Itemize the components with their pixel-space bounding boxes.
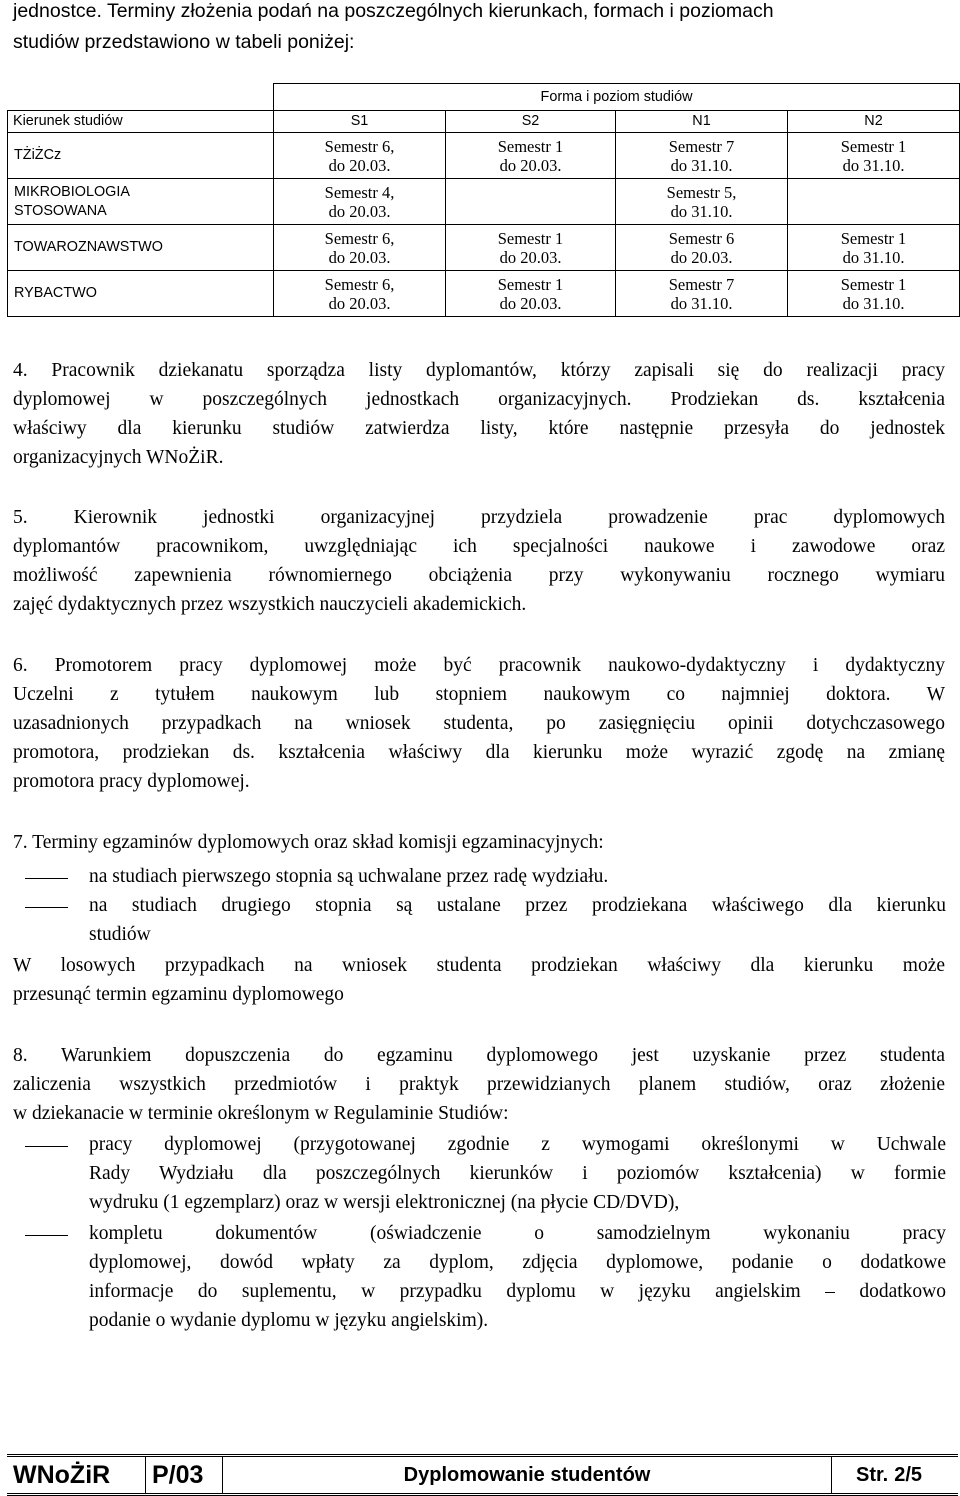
table-row bbox=[8, 271, 960, 317]
table-cell: Semestr 1 do 20.03. bbox=[446, 225, 616, 271]
table-cell: Semestr 6, do 20.03. bbox=[274, 225, 446, 271]
paragraph-8-heading: 8. Warunkiem dopuszczenia do egzaminu dyplomowego jest uzyskanie przez studenta zaliczenia wszystkich przedmiotów i praktyk przewidzianych planem studiów, oraz złożenie w dziekanacie w terminie określonym w Regulaminie Studiów: bbox=[13, 1045, 945, 1124]
kierunek-cell: RYBACTWO bbox=[8, 271, 274, 317]
footer-page-value: 2/5 bbox=[894, 1463, 923, 1486]
table-cell: Semestr 1 do 31.10. bbox=[788, 133, 960, 179]
forma-header: Forma i poziom studiów bbox=[274, 84, 960, 111]
paragraph-7-heading: 7. Terminy egzaminów dyplomowych oraz skład komisji egzaminacyjnych: bbox=[13, 832, 604, 853]
paragraph-4: 4. Pracownik dziekanatu sporządza listy dyplomantów, którzy zapisali się do realizacji pracy dyplomowej w poszczególnych jednostkach organizacyjnych. Prodziekan ds. kształcenia właściwy dla kierunku studiów zatwierdza listy, które następnie przesyła do jednostek organizacyjnych WNoŻiR. bbox=[13, 360, 945, 468]
footer-page-number bbox=[832, 1457, 958, 1493]
dash-bullet bbox=[25, 878, 68, 879]
table-cell: Semestr 7 do 31.10. bbox=[616, 271, 788, 317]
table-cell: Semestr 1 do 20.03. bbox=[446, 271, 616, 317]
column-header-n1: N1 bbox=[616, 111, 788, 133]
table-row bbox=[8, 133, 960, 179]
page-footer bbox=[7, 1454, 958, 1496]
table-cell bbox=[446, 179, 616, 225]
table-cell: Semestr 1 do 20.03. bbox=[446, 133, 616, 179]
table-cell: Semestr 6 do 20.03. bbox=[616, 225, 788, 271]
column-header-s1: S1 bbox=[274, 111, 446, 133]
footer-page-label: Str. bbox=[856, 1463, 889, 1486]
table-cell: Semestr 1 do 31.10. bbox=[788, 271, 960, 317]
table-cell: Semestr 1 do 31.10. bbox=[788, 225, 960, 271]
deadlines-table bbox=[7, 83, 960, 317]
empty-corner bbox=[8, 84, 274, 111]
table-cell: Semestr 4, do 20.03. bbox=[274, 179, 446, 225]
dash-bullet bbox=[25, 1146, 68, 1147]
table-cell: Semestr 5, do 31.10. bbox=[616, 179, 788, 225]
footer-title: Dyplomowanie studentów bbox=[223, 1457, 832, 1493]
table-row bbox=[8, 225, 960, 271]
kierunek-header: Kierunek studiów bbox=[8, 111, 274, 133]
paragraph-6: 6. Promotorem pracy dyplomowej może być pracownik naukowo-dydaktyczny i dydaktyczny Uczelni z tytułem naukowym lub stopniem naukowym co najmniej doktora. W uzasadnionych przypadkach na wniosek studenta, po zasięgnięciu opinii dotychczasowego promotora, prodziekan ds. kształcenia właściwy dla kierunku może wyrazić zgodę na zmianę promotora pracy dyplomowej. bbox=[13, 655, 945, 792]
intro-line: studiów przedstawiono w tabeli poniżej: bbox=[13, 31, 355, 53]
intro-paragraph bbox=[13, 0, 948, 58]
table-cell bbox=[788, 179, 960, 225]
intro-line: jednostce. Terminy złożenia podań na poszczególnych kierunkach, formach i poziomach bbox=[13, 0, 774, 22]
table-cell: Semestr 6, do 20.03. bbox=[274, 271, 446, 317]
dash-bullet bbox=[25, 1235, 68, 1236]
paragraph-5: 5. Kierownik jednostki organizacyjnej przydziela prowadzenie prac dyplomowych dyplomantów pracownikom, uwzględniając ich specjalności naukowe i zawodowe oraz możliwość zapewnienia równomiernego obciążenia przy wykonywaniu rocznego wymiaru zajęć dydaktycznych przez wszystkich nauczycieli akademickich. bbox=[13, 507, 945, 615]
footer-org: WNoŻiR bbox=[7, 1457, 146, 1493]
document-page: jednostce. Terminy złożenia podań na poszczególnych kierunkach, formach i poziomach studiów przedstawiono w tabeli poniżej: Forma i poziom studiów Kierunek studiów S1 S2 N1 N2 TŻiŻCz Semestr 6, do 20.03. Semestr 1 do 20.03. Semestr 7 do 31.10. Semestr 1 do 31.10. MIKROBIOLOGIA STOSOWANA Semestr 4, do 20.03. Semestr 5, do 31.10. TOWAROZNAWSTWO Semestr 6, do 20.03. Semestr 1 do 20.03. Semestr 6 do 20.03. Semestr 1 do 31.10. RYBACTWO Semestr 6, do 20.03. Semestr 1 do 20.03. Semestr 7 do 31.10. Semestr 1 do 31.10. 4. Pracownik dziekanatu sporządza listy dyplomantów, którzy zapisali się do realizacji pracy dyplomowej w poszczególnych jednostkach organizacyjnych. Prodziekan ds. kształcenia właściwy dla kierunku studiów zatwierdza listy, które następnie przesyła do jednostek organizacyjnych WNoŻiR. 5. Kierownik jednostki organizacyjnej przydziela prowadzenie prac dyplomowych dyplomantów pracownikom, uwzględniając ich specjalności naukowe i zawodowe oraz możliwość zapewnienia równomiernego obciążenia przy wykonywaniu rocznego wymiaru zajęć dydaktycznych przez wszystkich nauczycieli akademickich. 6. Promotorem pracy dyplomowej może być pracownik naukowo-dydaktyczny i dydaktyczny Uczelni z tytułem naukowym lub stopniem naukowym co najmniej doktora. W uzasadnionych przypadkach na wniosek studenta, po zasięgnięciu opinii dotychczasowego promotora, prodziekan ds. kształcenia właściwy dla kierunku może wyrazić zgodę na zmianę promotora pracy dyplomowej. 7. Terminy egzaminów dyplomowych oraz skład komisji egzaminacyjnych: na studiach pierwszego stopnia są uchwalane przez radę wydziału. na studiach drugiego stopnia są ustalane przez prodziekana właściwego dla kierunku studiów W losowych przypadkach na wniosek studenta prodziekan właściwy dla kierunku może przesunąć termin egzaminu dyplomowego 8. Warunkiem dopuszczenia do egzaminu dyplomowego jest uzyskanie przez studenta zaliczenia wszystkich przedmiotów i praktyk przewidzianych planem studiów, oraz złożenie w dziekanacie w terminie określonym w Regulaminie Studiów: pracy dyplomowej (przygotowanej zgodnie z wymogami określonymi w Uchwale Rady Wydziału dla poszczególnych kierunków i poziomów kształcenia) w formie wydruku (1 egzemplarz) oraz w wersji elektronicznej (na płycie CD/DVD), kompletu dokumentów (oświadczenie o samodzielnym wykonaniu pracy dyplomowej, dowód wpłaty za dyplom, zdjęcia dyplomowe, podanie o dodatkowe informacje do suplementu, w przypadku dyplomu w języku angielskim – dodatkowo podanie o wydanie dyplomu w języku angielskim). WNoŻiR P/03 Dyplomowanie studentów Str. 2/5 bbox=[0, 0, 960, 1492]
table-cell: Semestr 7 do 31.10. bbox=[616, 133, 788, 179]
kierunek-cell: TŻiŻCz bbox=[8, 133, 274, 179]
kierunek-cell: MIKROBIOLOGIA STOSOWANA bbox=[8, 179, 274, 225]
column-header-s2: S2 bbox=[446, 111, 616, 133]
kierunek-cell: TOWAROZNAWSTWO bbox=[8, 225, 274, 271]
footer-procedure: P/03 bbox=[146, 1457, 223, 1493]
paragraph-7-closing: W losowych przypadkach na wniosek studenta prodziekan właściwy dla kierunku może przesunąć termin egzaminu dyplomowego bbox=[13, 955, 945, 1005]
dash-bullet bbox=[25, 907, 68, 908]
table-cell: Semestr 6, do 20.03. bbox=[274, 133, 446, 179]
table-row bbox=[8, 179, 960, 225]
column-header-n2: N2 bbox=[788, 111, 960, 133]
